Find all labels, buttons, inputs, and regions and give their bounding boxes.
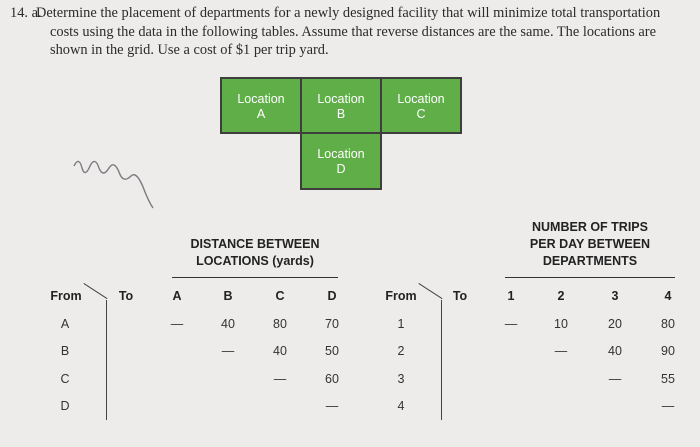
- trips-cell: —: [661, 399, 675, 413]
- problem-number: 14. a.: [10, 5, 42, 21]
- trips-row-4-label: 4: [397, 399, 405, 413]
- trips-cell: 10: [554, 317, 568, 331]
- trips-table-title: [500, 219, 680, 270]
- distance-cell: —: [170, 317, 184, 331]
- trips-col-3: 3: [611, 289, 619, 303]
- trips-col-4: 4: [664, 289, 672, 303]
- distance-row-a-label: A: [60, 317, 70, 331]
- trips-divider-line: [441, 300, 442, 420]
- trips-title-line2: PER DAY BETWEEN: [529, 237, 651, 251]
- trips-cell: —: [608, 372, 622, 386]
- location-b-letter: B: [336, 107, 346, 121]
- distance-col-c: C: [275, 289, 285, 303]
- location-b-label: Location: [317, 92, 365, 106]
- trips-row-3-label: 3: [397, 372, 405, 386]
- distance-from-label: From: [50, 289, 82, 303]
- trips-title-line3: DEPARTMENTS: [542, 254, 638, 268]
- distance-col-b: B: [223, 289, 233, 303]
- trips-from-to-diagonal: [418, 283, 442, 299]
- distance-from-to-diagonal: [83, 283, 107, 299]
- distance-cell: 60: [325, 372, 339, 386]
- location-a-label: Location: [237, 92, 285, 106]
- distance-cell: —: [221, 344, 235, 358]
- trips-cell: 90: [661, 344, 675, 358]
- distance-col-a: A: [172, 289, 182, 303]
- distance-cell: 40: [273, 344, 287, 358]
- location-d-letter: D: [336, 162, 346, 176]
- trips-from-label: From: [385, 289, 417, 303]
- trips-cell: —: [554, 344, 568, 358]
- trips-row-1-label: 1: [397, 317, 405, 331]
- trips-col-2: 2: [557, 289, 565, 303]
- trips-cell: —: [504, 317, 518, 331]
- location-c-label: Location: [397, 92, 445, 106]
- distance-row-c-label: C: [60, 372, 70, 386]
- distance-table-title: [170, 236, 340, 270]
- location-b-cell: [300, 77, 382, 134]
- distance-row-b-label: B: [60, 344, 70, 358]
- distance-to-label: To: [118, 289, 134, 303]
- distance-title-line2: LOCATIONS (yards): [196, 254, 314, 268]
- distance-row-d-label: D: [60, 399, 70, 413]
- distance-cell: 50: [325, 344, 339, 358]
- location-a-letter: A: [256, 107, 266, 121]
- location-c-letter: C: [416, 107, 426, 121]
- trips-title-line1: NUMBER OF TRIPS: [532, 220, 648, 234]
- distance-cell: —: [325, 399, 339, 413]
- trips-to-label: To: [452, 289, 468, 303]
- trips-cell: 40: [608, 344, 622, 358]
- trips-row-2-label: 2: [397, 344, 405, 358]
- distance-cell: —: [273, 372, 287, 386]
- location-a-cell: [220, 77, 302, 134]
- handwritten-squiggle-mark: [68, 152, 158, 212]
- distance-title-line1: DISTANCE BETWEEN: [190, 237, 320, 251]
- distance-divider-line: [106, 300, 107, 420]
- distance-title-rule: [172, 277, 338, 278]
- trips-cell: 80: [661, 317, 675, 331]
- location-d-cell: [300, 132, 382, 190]
- location-c-cell: [380, 77, 462, 134]
- distance-cell: 40: [221, 317, 235, 331]
- distance-cell: 80: [273, 317, 287, 331]
- distance-cell: 70: [325, 317, 339, 331]
- location-d-label: Location: [317, 147, 365, 161]
- distance-col-d: D: [327, 289, 337, 303]
- trips-cell: 20: [608, 317, 622, 331]
- trips-title-rule: [505, 277, 675, 278]
- trips-cell: 55: [661, 372, 675, 386]
- trips-col-1: 1: [507, 289, 515, 303]
- problem-text: Determine the placement of departments for a newly designed facility that will minimize total transportation costs using the data in the following tables. Assume that reverse distances are the same. The locations are shown in the grid. Use a cost of $1 per trip yard.: [36, 5, 661, 58]
